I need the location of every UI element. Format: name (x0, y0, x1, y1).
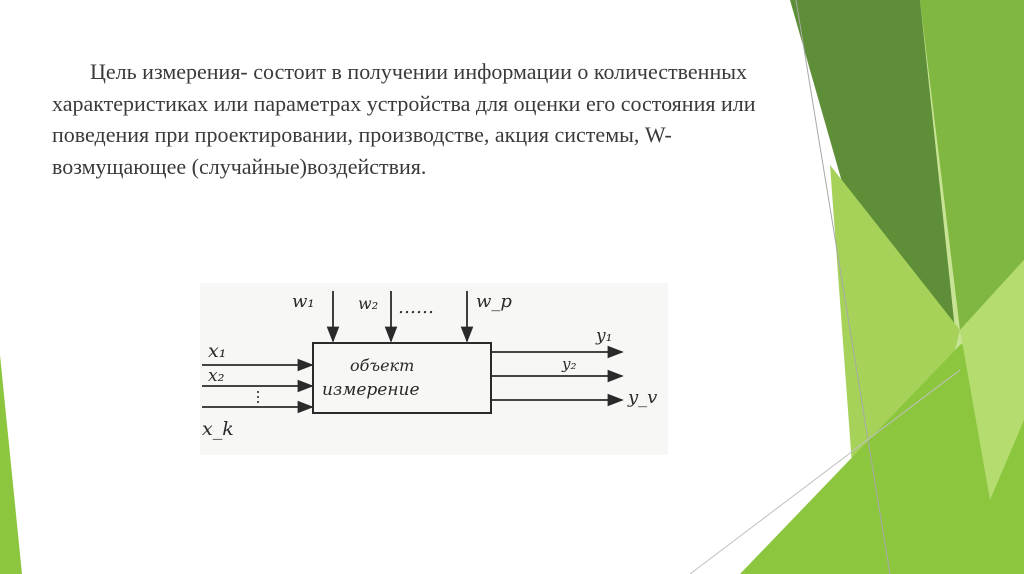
input-label-k: x_k (202, 418, 234, 440)
disturbance-label-p: w_p (476, 291, 512, 312)
object-box-label-1: объект (350, 356, 415, 375)
output-label-2: y₂ (562, 355, 577, 373)
measurement-diagram (200, 283, 668, 455)
input-label-1: x₁ (208, 340, 227, 362)
disturbance-label-2: w₂ (358, 294, 379, 313)
disturbance-label-1: w₁ (292, 291, 315, 312)
input-label-2: x₂ (208, 366, 225, 386)
disturbance-dots: …… (398, 297, 434, 318)
diagram-background (200, 283, 668, 455)
left-green-sliver (0, 355, 22, 574)
output-label-v: y_v (628, 387, 658, 408)
body-paragraph: Цель измерения- состоит в получении информации о количественных характеристиках или параметрах устройства для оценки его состояния или поведения при проектировании, производстве, акция системы, W- возмущающее (случайные)воздействия. (52, 59, 756, 179)
object-box-label-2: измерение (322, 380, 420, 400)
output-label-1: y₁ (596, 326, 613, 346)
